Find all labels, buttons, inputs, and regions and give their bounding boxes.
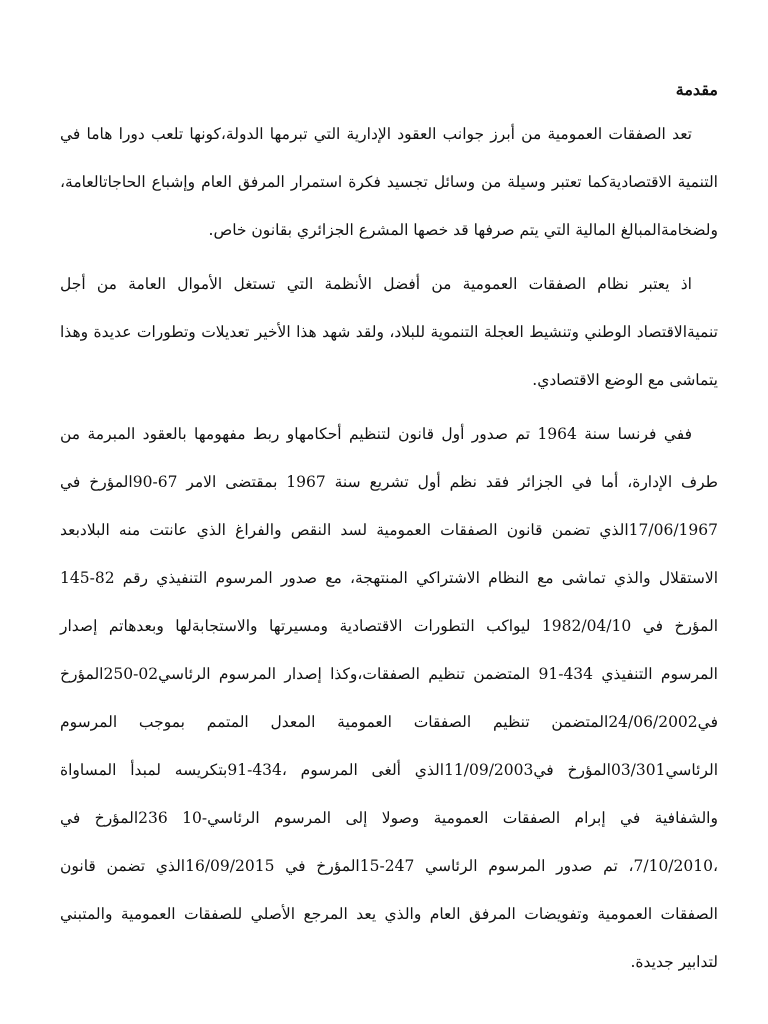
paragraph-3: ففي فرنسا سنة 1964 تم صدور أول قانون لتنظيم أحكامهاو ربط مفهومها بالعقود المبرمة من طرف الإدارة، أما في الجزائر فقد نظم أول تشريع سنة 1967 بمقتضى الامر 67-90المؤرخ في 17/06/1967الذي تضمن قانون الصفقات العمومية لسد النقص والفراغ الذي عانتت منه البلادبعد الاستقلال والذي تماشى مع النظام الاشتراكي المنتهجة، مع صدور المرسوم التنفيذي رقم 82-145 المؤرخ في 1982/04/10 ليواكب التطورات الاقتصادية ومسيرتها والاستجابةلها وبعدهاتم إصدار المرسوم التنفيذي 434-91 المتضمن تنظيم الصفقات،وكذا إصدار المرسوم الرئاسي02-250المؤرخ في24/06/2002المتضمن تنظيم الصفقات العمومية المعدل المتمم بموجب المرسوم الرئاسي03/301المؤرخ في11/09/2003الذي ألغى المرسوم ،434-91بتكريسه لمبدأ المساواة والشفافية في إبرام الصفقات العمومية وصولا إلى المرسوم الرئاسي-10 236المؤرخ في ،7/10/2010، تم صدور المرسوم الرئاسي 247-15المؤرخ في 16/09/2015الذي تضمن قانون الصفقات العمومية وتفويضات المرفق العام والذي يعد المرجع الأصلي للصفقات العمومية والمتبني لتدابير جديدة.: [60, 425, 719, 971]
paragraph-1: تعد الصفقات العمومية من أبرز جوانب العقود الإدارية التي تبرمها الدولة،كونها تلعب دورا هاما في التنمية الاقتصاديةكما تعتبر وسيلة من وسائل تجسيد فكرة استمرار المرفق العام وإشباع الحاجاتالعامة، ولضخامةالمبالغ المالية التي يتم صرفها قد خصها المشرع الجزائري بقانون خاص.: [60, 125, 718, 239]
document-page: [60, 70, 718, 992]
document-heading: مقدمة: [675, 80, 718, 99]
paragraph-2: اذ يعتبر نظام الصفقات العمومية من أفضل الأنظمة التي تستغل الأموال العامة من أجل تنميةالاقتصاد الوطني وتنشيط العجلة التنموية للبلاد، ولقد شهد هذا الأخير تعديلات وتطورات عديدة وهذا يتماشى مع الوضع الاقتصادي.: [60, 275, 718, 389]
